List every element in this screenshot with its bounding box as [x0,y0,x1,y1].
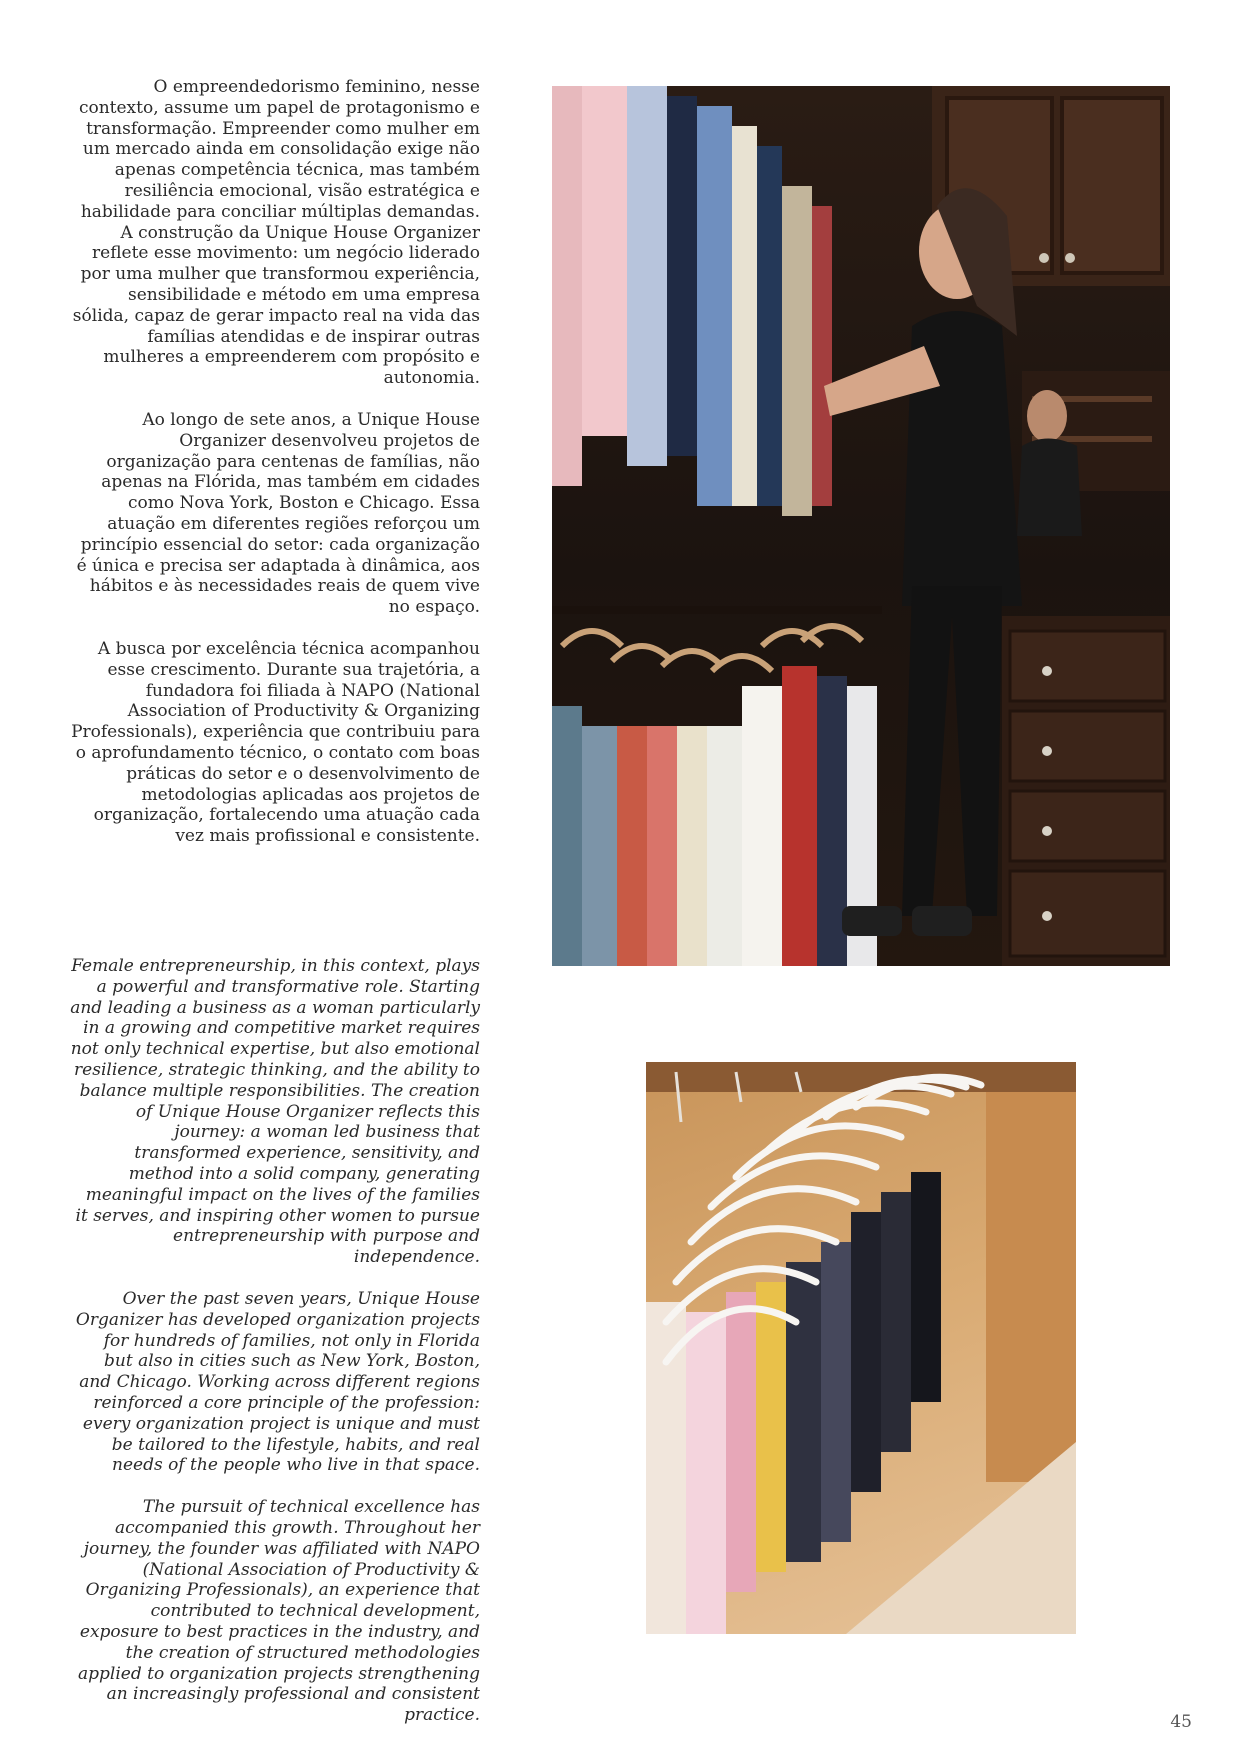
paragraph: Female entrepreneurship, in this context, plays a powerful and transformative role. Starting and leading a business as a woman particularly in a growing and competitive market requires not only technical expertise, but also emotional resilience, strategic thinking, and the ability to balance multiple responsibilities. The creation of Unique House Organizer reflects this journey: a woman led business that transformed experience, sensitivity, and method into a solid company, generating meaningful impact on the lives of the families it serves, and inspiring other women to pursue entrepreneurship with purpose and independence. [70,956,480,1268]
closet-organizer-illustration [552,86,1170,966]
paragraph: The pursuit of technical excellence has accompanied this growth. Throughout her journey, the founder was affiliated with NAPO (National Association of Productivity & Organizing Professionals), an experience that contributed to technical development, exposure to best practices in the industry, and the creation of structured methodologies applied to organization projects strengthening an increasingly professional and consistent practice. [78,1497,480,1726]
paragraph: O empreendedorismo feminino, nesse contexto, assume um papel de protagonismo e transformação. Empreender como mulher em um mercado ainda em consolidação exige não apenas competência técnica, mas também resiliência emocional, visão estratégica e habilidade para conciliar múltiplas demandas. A construção da Unique House Organizer reflete esse movimento: um negócio liderado por uma mulher que transformou experiência, sensibilidade e método em uma empresa sólida, capaz de gerar impacto real na vida das famílias atendidas e de inspirar outras mulheres a empreenderem com propósito e autonomia. [72,77,480,389]
paragraph: Over the past seven years, Unique House Organizer has developed organization projects for hundreds of families, not only in Florida but also in cities such as New York, Boston, and Chicago. Working across different regions reinforced a core principle of the profession: every organization project is unique and must be tailored to the lifestyle, habits, and real needs of the people who live in that space. [75,1288,480,1476]
hangers-closet-photo [646,1062,1076,1634]
portuguese-text-column [70,77,480,868]
page-number: 45 [1170,1712,1192,1732]
english-text-column [70,956,480,1747]
paragraph: A busca por excelência técnica acompanhou esse crescimento. Durante sua trajetória, a fundadora foi filiada à NAPO (National Association of Productivity & Organizing Professionals), experiência que contribuiu para o aprofundamento técnico, o contato com boas práticas do setor e o desenvolvimento de metodologias aplicadas aos projetos de organização, fortalecendo uma atuação cada vez mais profissional e consistente. [71,638,480,847]
paragraph: Ao longo de sete anos, a Unique House Organizer desenvolveu projetos de organização para centenas de famílias, não apenas na Flórida, mas também em cidades como Nova York, Boston e Chicago. Essa atuação em diferentes regiões reforçou um princípio essencial do setor: cada organização é única e precisa ser adaptada à dinâmica, aos hábitos e às necessidades reais de quem vive no espaço. [76,409,480,618]
closet-organizer-photo [552,86,1170,966]
hangers-closet-illustration [646,1062,1076,1634]
